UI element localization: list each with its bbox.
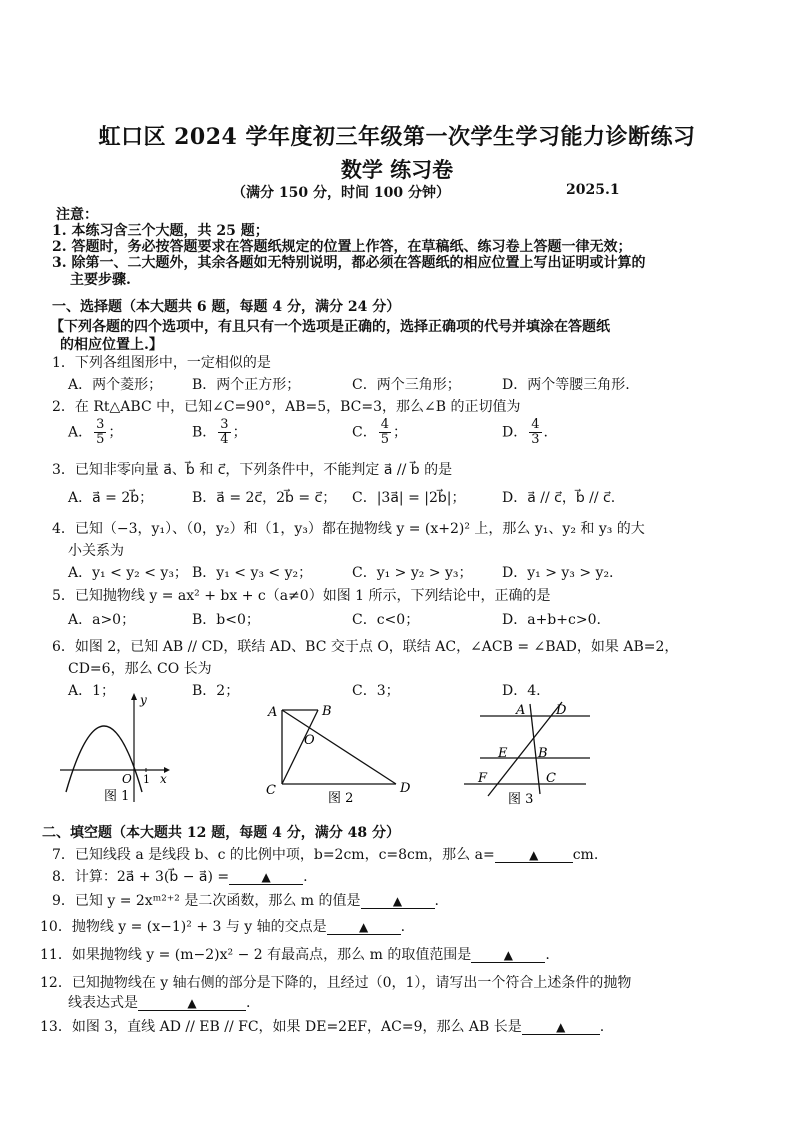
fig3-label-c: C bbox=[546, 771, 556, 786]
q6-option-b: B．2； bbox=[192, 683, 240, 699]
exam-title: 虹口区 2024 学年度初三年级第一次学生学习能力诊断练习 bbox=[98, 124, 696, 150]
fig1-caption: 图 1 bbox=[104, 789, 130, 804]
q6-option-a: A．1； bbox=[68, 683, 116, 699]
q4-option-d: D．y₁ > y₃ > y₂. bbox=[502, 565, 614, 581]
q13: 13．如图 3，直线 AD // EB // FC，如果 DE=2EF，AC=9，那么 AB 长是 ▲ . bbox=[40, 1019, 605, 1035]
q6-stem-line2: CD=6，那么 CO 长为 bbox=[68, 661, 212, 677]
fig2-label-o: O bbox=[304, 733, 315, 748]
q10-answer-blank[interactable]: ▲ bbox=[327, 920, 401, 935]
q5-option-a: A．a>0； bbox=[68, 612, 136, 628]
fig1-label-y: y bbox=[140, 693, 147, 707]
q12: 线表达式是 ▲ . bbox=[68, 995, 251, 1011]
q2-option-d: D． $\frac{4}{3}$ . bbox=[502, 417, 548, 447]
q3-stem: 3．已知非零向量 a⃗、b⃗ 和 c⃗，下列条件中，不能判定 a⃗ // b⃗ 的是 bbox=[52, 462, 453, 478]
q1-option-a: A．两个菱形； bbox=[68, 377, 163, 393]
q2-option-a: A． $\frac{3}{5}$ ； bbox=[68, 417, 123, 447]
q3-option-c: C．|3a⃗| = |2b⃗|； bbox=[352, 490, 466, 506]
q5-option-d: D．a+b+c>0. bbox=[502, 612, 601, 628]
q8: 8．计算：2a⃗ + 3(b⃗ − a⃗) = ▲ . bbox=[52, 869, 308, 885]
q11-answer-blank[interactable]: ▲ bbox=[471, 948, 545, 963]
section2-heading: 二、填空题（本大题共 12 题，每题 4 分，满分 48 分） bbox=[42, 825, 400, 841]
q11: 11．如果抛物线 y = (m−2)x² − 2 有最高点，那么 m 的取值范围是 ▲ . bbox=[40, 947, 550, 963]
figure-3 bbox=[460, 696, 600, 808]
figure-2 bbox=[258, 696, 418, 808]
q6-option-c: C．3； bbox=[352, 683, 400, 699]
q5-stem: 5．已知抛物线 y = ax² + bx + c（a≠0）如图 1 所示，下列结论中，正确的是 bbox=[52, 588, 551, 604]
fig3-label-a: A bbox=[516, 703, 526, 718]
exam-date: 2025.1 bbox=[566, 182, 620, 198]
exam-score-time: （满分 150 分，时间 100 分钟） bbox=[232, 185, 450, 201]
fig1-label-one: 1 bbox=[143, 773, 150, 786]
section1-heading: 一、选择题（本大题共 6 题，每题 4 分，满分 24 分） bbox=[52, 299, 401, 315]
q12-answer-blank[interactable]: ▲ bbox=[138, 996, 246, 1011]
section1-instruction-2: 的相应位置上.】 bbox=[60, 337, 163, 353]
q4-option-b: B．y₁ < y₃ < y₂； bbox=[192, 565, 313, 581]
fig3-label-b: B bbox=[538, 746, 548, 761]
q13-answer-blank[interactable]: ▲ bbox=[522, 1020, 600, 1035]
fig2-label-b: B bbox=[322, 704, 332, 719]
fig2-label-a: A bbox=[268, 705, 278, 720]
q12-line1: 12．已知抛物线在 y 轴右侧的部分是下降的，且经过（0，1），请写出一个符合上述条件的抛物 bbox=[40, 975, 632, 991]
fig2-segment-ad bbox=[282, 710, 396, 784]
q7: 7．已知线段 a 是线段 b、c 的比例中项，b=2cm，c=8cm，那么 a= ▲ cm. bbox=[52, 847, 599, 863]
figure-1 bbox=[56, 690, 176, 805]
q9-answer-blank[interactable]: ▲ bbox=[361, 894, 435, 909]
q4-stem-line2: 小关系为 bbox=[68, 543, 124, 559]
q1-option-b: B．两个正方形； bbox=[192, 377, 301, 393]
fig1-y-arrow bbox=[131, 693, 137, 700]
q5-option-c: C．c<0； bbox=[352, 612, 420, 628]
fig2-label-c: C bbox=[266, 783, 276, 798]
fig3-label-d: D bbox=[556, 703, 567, 718]
fig1-label-origin: O bbox=[122, 772, 132, 786]
q5-option-b: B．b<0； bbox=[192, 612, 260, 628]
notice-item-1: 1. 本练习含三个大题，共 25 题； bbox=[52, 223, 269, 239]
q4-option-c: C．y₁ > y₂ > y₃； bbox=[352, 565, 473, 581]
fig3-caption: 图 3 bbox=[508, 792, 534, 807]
q4-stem-line1: 4．已知（−3，y₁）、（0，y₂）和（1，y₃）都在抛物线 y = (x+2)² 上，那么 y₁、y₂ 和 y₃ 的大 bbox=[52, 521, 645, 537]
q7-answer-blank[interactable]: ▲ bbox=[495, 848, 573, 863]
notice-item-3: 3. 除第一、二大题外，其余各题如无特别说明，都必须在答题纸的相应位置上写出证明或计算的 bbox=[52, 255, 646, 271]
q4-option-a: A．y₁ < y₂ < y₃； bbox=[68, 565, 188, 581]
q2-stem: 2．在 Rt△ABC 中，已知∠C=90°，AB=5，BC=3，那么∠B 的正切值为 bbox=[52, 399, 521, 415]
exam-subject-title: 数学 练习卷 bbox=[340, 157, 454, 182]
section1-instruction-1: 【下列各题的四个选项中，有且只有一个选项是正确的，选择正确项的代号并填涂在答题纸 bbox=[50, 319, 610, 335]
q8-answer-blank[interactable]: ▲ bbox=[229, 870, 303, 885]
fig3-label-e: E bbox=[498, 746, 508, 761]
q1-stem: 1．下列各组图形中，一定相似的是 bbox=[52, 355, 271, 371]
q6-stem-line1: 6．如图 2，已知 AB // CD，联结 AD、BC 交于点 O，联结 AC，∠ACB = ∠BAD，如果 AB=2， bbox=[52, 639, 679, 655]
q6-option-d: D．4. bbox=[502, 683, 541, 699]
q1-option-d: D．两个等腰三角形. bbox=[502, 377, 630, 393]
q9: 9．已知 y = 2xᵐ²⁺² 是二次函数，那么 m 的值是 ▲ . bbox=[52, 893, 439, 909]
q2-option-b: B． $\frac{3}{4}$ ； bbox=[192, 417, 247, 447]
q3-option-a: A．a⃗ = 2b⃗； bbox=[68, 490, 154, 506]
q3-option-b: B．a⃗ = 2c⃗，2b⃗ = c⃗； bbox=[192, 490, 337, 506]
q1-option-c: C．两个三角形； bbox=[352, 377, 461, 393]
fig2-label-d: D bbox=[400, 781, 411, 796]
q3-option-d: D．a⃗ // c⃗，b⃗ // c⃗. bbox=[502, 490, 616, 506]
q2-option-c: C． $\frac{4}{5}$ ； bbox=[352, 417, 407, 447]
notice-item-2: 2. 答题时，务必按答题要求在答题纸规定的位置上作答，在草稿纸、练习卷上答题一律无效； bbox=[52, 239, 632, 255]
q10: 10．抛物线 y = (x−1)² + 3 与 y 轴的交点是 ▲ . bbox=[40, 919, 406, 935]
notice-item-3-cont: 主要步骤. bbox=[70, 272, 131, 288]
notice-label: 注意： bbox=[56, 207, 98, 223]
fig3-label-f: F bbox=[478, 771, 488, 786]
fig2-caption: 图 2 bbox=[328, 791, 354, 806]
fig1-label-x: x bbox=[160, 772, 167, 786]
